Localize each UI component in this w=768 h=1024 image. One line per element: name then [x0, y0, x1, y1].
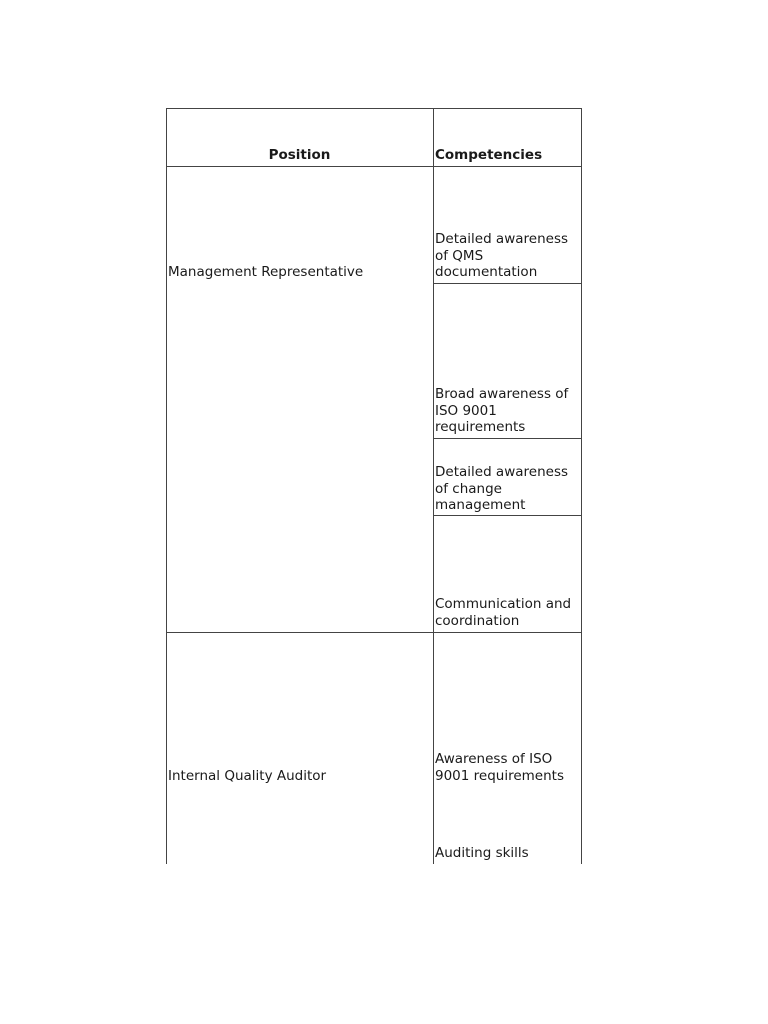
position-cell: Internal Quality Auditor: [168, 768, 327, 784]
competency-cell: Detailed awareness of change management: [435, 464, 569, 513]
column-header-position: Position: [268, 147, 331, 163]
competency-cell: Communication and coordination: [435, 596, 572, 629]
competency-divider: [433, 283, 582, 284]
table-column-divider: [433, 108, 434, 864]
competency-divider: [433, 515, 582, 516]
competency-cell: Auditing skills: [435, 845, 529, 861]
row-divider: [166, 632, 582, 633]
column-header-competencies: Competencies: [435, 147, 543, 163]
table-border-left: [166, 108, 167, 864]
competency-cell: Detailed awareness of QMS documentation: [435, 231, 569, 280]
table-border-right: [581, 108, 582, 864]
competency-divider: [433, 438, 582, 439]
table-border-top: [166, 108, 582, 109]
competency-cell: Broad awareness of ISO 9001 requirements: [435, 386, 569, 435]
competency-cell: Awareness of ISO 9001 requirements: [435, 751, 564, 784]
header-row-divider: [166, 166, 582, 167]
position-cell: Management Representative: [168, 264, 364, 280]
